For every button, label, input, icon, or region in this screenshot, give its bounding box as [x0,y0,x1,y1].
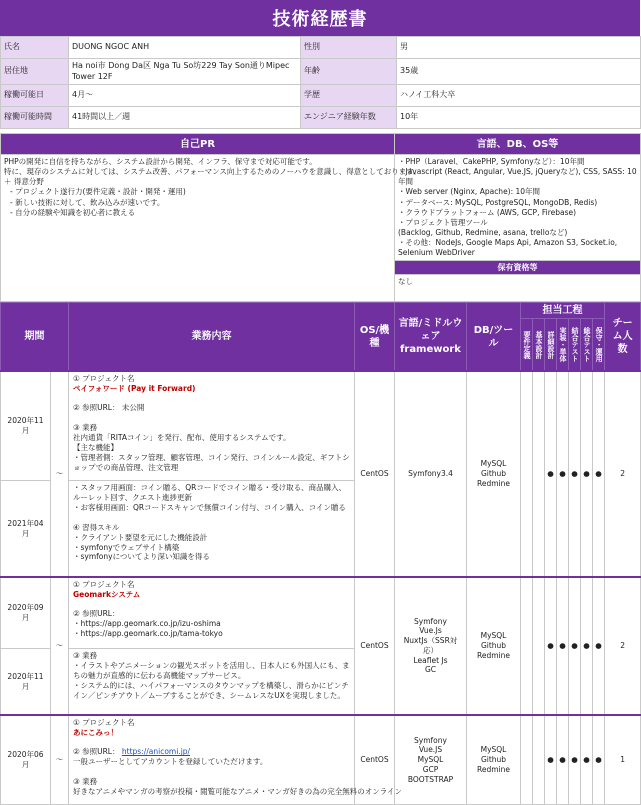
phase-mark: ● [593,371,605,577]
project-description [69,371,355,481]
url-label: ② 参照URL： [73,747,120,757]
experience-label: エンジニア経験年数 [301,107,397,129]
skill-line: ・クラウドプラットフォーム (AWS, GCP, Firebase) [398,207,577,217]
pr-header: 自己PR [1,134,395,155]
period-start: 2020年06月 [1,715,51,805]
name-value: DUONG NGOC ANH [69,37,301,59]
project-name: ペイフォワード (Pay it Forward) [73,383,196,393]
period-start: 2020年11月 [1,371,51,481]
work-header: 業務内容 [69,303,355,371]
desc-line: ④ 習得スキル [73,522,120,532]
desc-line: ・https://app.geomark.co.jp/izu-oshima [73,619,221,629]
team-size: 2 [605,371,641,577]
period-start: 2020年09月 [1,577,51,649]
desc-line: ① プロジェクト名 [73,579,135,589]
desc-line: ・symfonyについてより深い知識を得る [73,552,210,562]
desc-line [73,394,350,404]
phase-mark: ● [545,577,557,715]
project-name: Geomarkシステム [73,589,141,599]
phase-mark [533,371,545,577]
period-end: 2021年04月 [1,481,51,577]
db-value: MySQL Github Redmine [467,715,521,805]
skill-line: (Backlog, Github, Redmine, asana, trelloなど) [398,227,568,237]
desc-line: 社内通貨「RITAコイン」を発行、配布、使用するシステムです。 [73,433,291,443]
phase-mark: ● [557,715,569,805]
period-tilde: ～ [51,715,69,805]
desc-line: ① プロジェクト名 [73,717,135,727]
desc-line: ・https://app.geomark.co.jp/tama-tokyo [73,629,223,639]
project-url-link[interactable]: https://anicomi.jp/ [121,747,191,757]
desc-line: 好きなアニメやマンガの考察が投稿・閲覧可能なアニメ・マンガ好きの為の完全無料のオンライン [73,786,403,796]
desc-line: ③ 業務 [73,777,98,787]
phase-mark: ● [569,577,581,715]
phase-header: 結合テスト [569,319,581,371]
period-header: 期間 [1,303,69,371]
experience-value: 10年 [397,107,641,129]
phase-mark [521,371,533,577]
skills-header: 言語、DB、OS等 [395,134,641,155]
skill-line: ・Web server (Nginx, Apache): 10年間 [398,187,541,197]
db-value: MySQL Github Redmine [467,371,521,577]
process-header: 担当工程 [521,303,605,319]
os-value: CentOS [355,577,395,715]
db-value: MySQL Github Redmine [467,577,521,715]
start-value: 4月～ [69,85,301,107]
lang-value: Symfony3.4 [395,371,467,577]
desc-line: ③ 業務 [73,651,98,661]
phase-mark: ● [581,371,593,577]
pr-line: ＋ 得意分野 [4,177,44,187]
skill-line: ・プロジェクト管理ツール [398,217,488,227]
project-description-cont [69,649,355,715]
desc-line [73,600,350,610]
phase-mark: ● [593,577,605,715]
phase-header: 詳細設計 [545,319,557,371]
name-label: 氏名 [1,37,69,59]
pr-line: - 新しい技術に対して、飲み込みが速いです。 [10,197,165,207]
document-title: 技術経歴書 [0,0,640,36]
phase-mark [533,715,545,805]
phase-header: 要件定義 [521,319,533,371]
team-size: 2 [605,577,641,715]
education-label: 学歴 [301,85,397,107]
pr-line: PHPの開発に自信を持ちながら、システム設計から開発、インフラ、保守まで対応可能です。 [4,157,317,166]
lang-value: Symfony Vue.JS MySQL GCP BOOTSTRAP [395,715,467,805]
phase-mark: ● [545,715,557,805]
desc-line [73,747,350,757]
os-header: OS/機種 [355,303,395,371]
project-name: あにこみっ！ [73,727,118,737]
team-size: 1 [605,715,641,805]
desc-line: ・管理者側：スタッフ管理、顧客管理、コイン発行、コインルール設定、ギフトショップでの商品管理、注文管理 [73,452,350,472]
period-end: 2020年11月 [1,649,51,715]
hours-label: 稼働可能時間 [1,107,69,129]
qualification-value: なし [395,275,641,302]
period-tilde: ～ [51,371,69,577]
desc-line: ③ 業務 [73,423,98,433]
desc-line: 【主な機能】 [73,442,118,452]
skill-line: ・PHP（Laravel、CakePHP, Symfonyなど）：10年間 [398,157,585,166]
skills-body [395,155,641,261]
skill-line: ・Javascript (React, Angular, Vue.JS, jQueryなど), CSS, SASS: 10年間 [398,167,637,187]
phase-mark [533,577,545,715]
project-description [69,577,355,649]
education-value: ハノイ工科大卒 [397,85,641,107]
desc-line: ② 参照URL： 未公開 [73,403,145,413]
phase-mark [521,577,533,715]
address-label: 居住地 [1,59,69,85]
phase-mark: ● [545,371,557,577]
phase-mark: ● [569,371,581,577]
desc-line [73,513,350,523]
phase-header: 実装・単体 [557,319,569,371]
address-value: Ha noi市 Dong Da区 Nga Tu So坊229 Tay Son通りMipec Tower 12F [69,59,301,85]
desc-line: ① プロジェクト名 [73,373,135,383]
hours-value: 41時間以上／週 [69,107,301,129]
lang-header: 言語/ミドルウェア framework [395,303,467,371]
pr-line: - プロジェクト遂行力(要件定義・設計・開発・運用) [10,187,186,197]
desc-line: ・イラストやアニメーションの観光スポットを活用し、日本人にも外国人にも、まちの魅力が直感的に伝わる高機能マップサービス。 [73,661,350,681]
project-description-cont [69,481,355,577]
phase-header: 総合テスト [581,319,593,371]
pr-line: 特に、現存のシステムに対しては、システム改善、パフォーマンス向上するためのノーハウを意識し、得意としております。 [4,167,421,177]
desc-line: ・スタッフ用画面：コイン贈る、QRコードでコイン贈る・受け取る、商品購入、ルーレット回す、クエスト進捗更新 [73,483,347,503]
phase-mark: ● [557,577,569,715]
gender-value: 男 [397,37,641,59]
desc-line: ・symfonyでウェブサイト構築 [73,542,180,552]
phase-mark: ● [569,715,581,805]
desc-line: ・お客様用画面：QRコードスキャンで無償コイン付与、コイン購入、コイン贈る [73,503,346,513]
os-value: CentOS [355,715,395,805]
qualification-header: 保有資格等 [395,261,641,275]
desc-line [73,767,350,777]
desc-line: ② 参照URL： [73,609,120,619]
phase-header: 基本設計 [533,319,545,371]
gender-label: 性別 [301,37,397,59]
project-table [0,302,641,805]
team-header: チーム人数 [605,303,641,371]
start-label: 稼働可能日 [1,85,69,107]
phase-mark: ● [593,715,605,805]
age-value: 35歳 [397,59,641,85]
phase-header: 保守・運用 [593,319,605,371]
desc-line: ・クライアント要望を元にした機能設計 [73,532,208,542]
period-tilde: ～ [51,577,69,715]
phase-mark: ● [581,577,593,715]
pr-line: - 自分の経験や知識を初心者に教える [10,207,136,217]
desc-line [73,738,350,748]
phase-mark [521,715,533,805]
desc-line [73,413,350,423]
age-label: 年齢 [301,59,397,85]
desc-line: ・システム的には、ハイパフォーマンスのタウンマップを構築し、滑らかにピンチイン／ピンチアウト／ムーブすることができ、シームレスなUXを実現しました。 [73,680,349,700]
os-value: CentOS [355,371,395,577]
phase-mark: ● [581,715,593,805]
lang-value: Symfony Vue.Js NuxtJs（SSR対応） Leaflet Js GC [395,577,467,715]
skill-line: ・データベース: MySQL, PostgreSQL, MongoDB, Redis) [398,197,598,207]
pr-skills-table [0,133,641,302]
skill-line: ・その他：NodeJs, Google Maps Api, Amazon S3, Socket.io, Selenium WebDriver [398,238,618,258]
db-header: DB/ツール [467,303,521,371]
phase-mark: ● [557,371,569,577]
profile-table [0,36,641,129]
desc-line: 一般ユーザーとしてアカウントを登録していただけます。 [73,757,268,767]
